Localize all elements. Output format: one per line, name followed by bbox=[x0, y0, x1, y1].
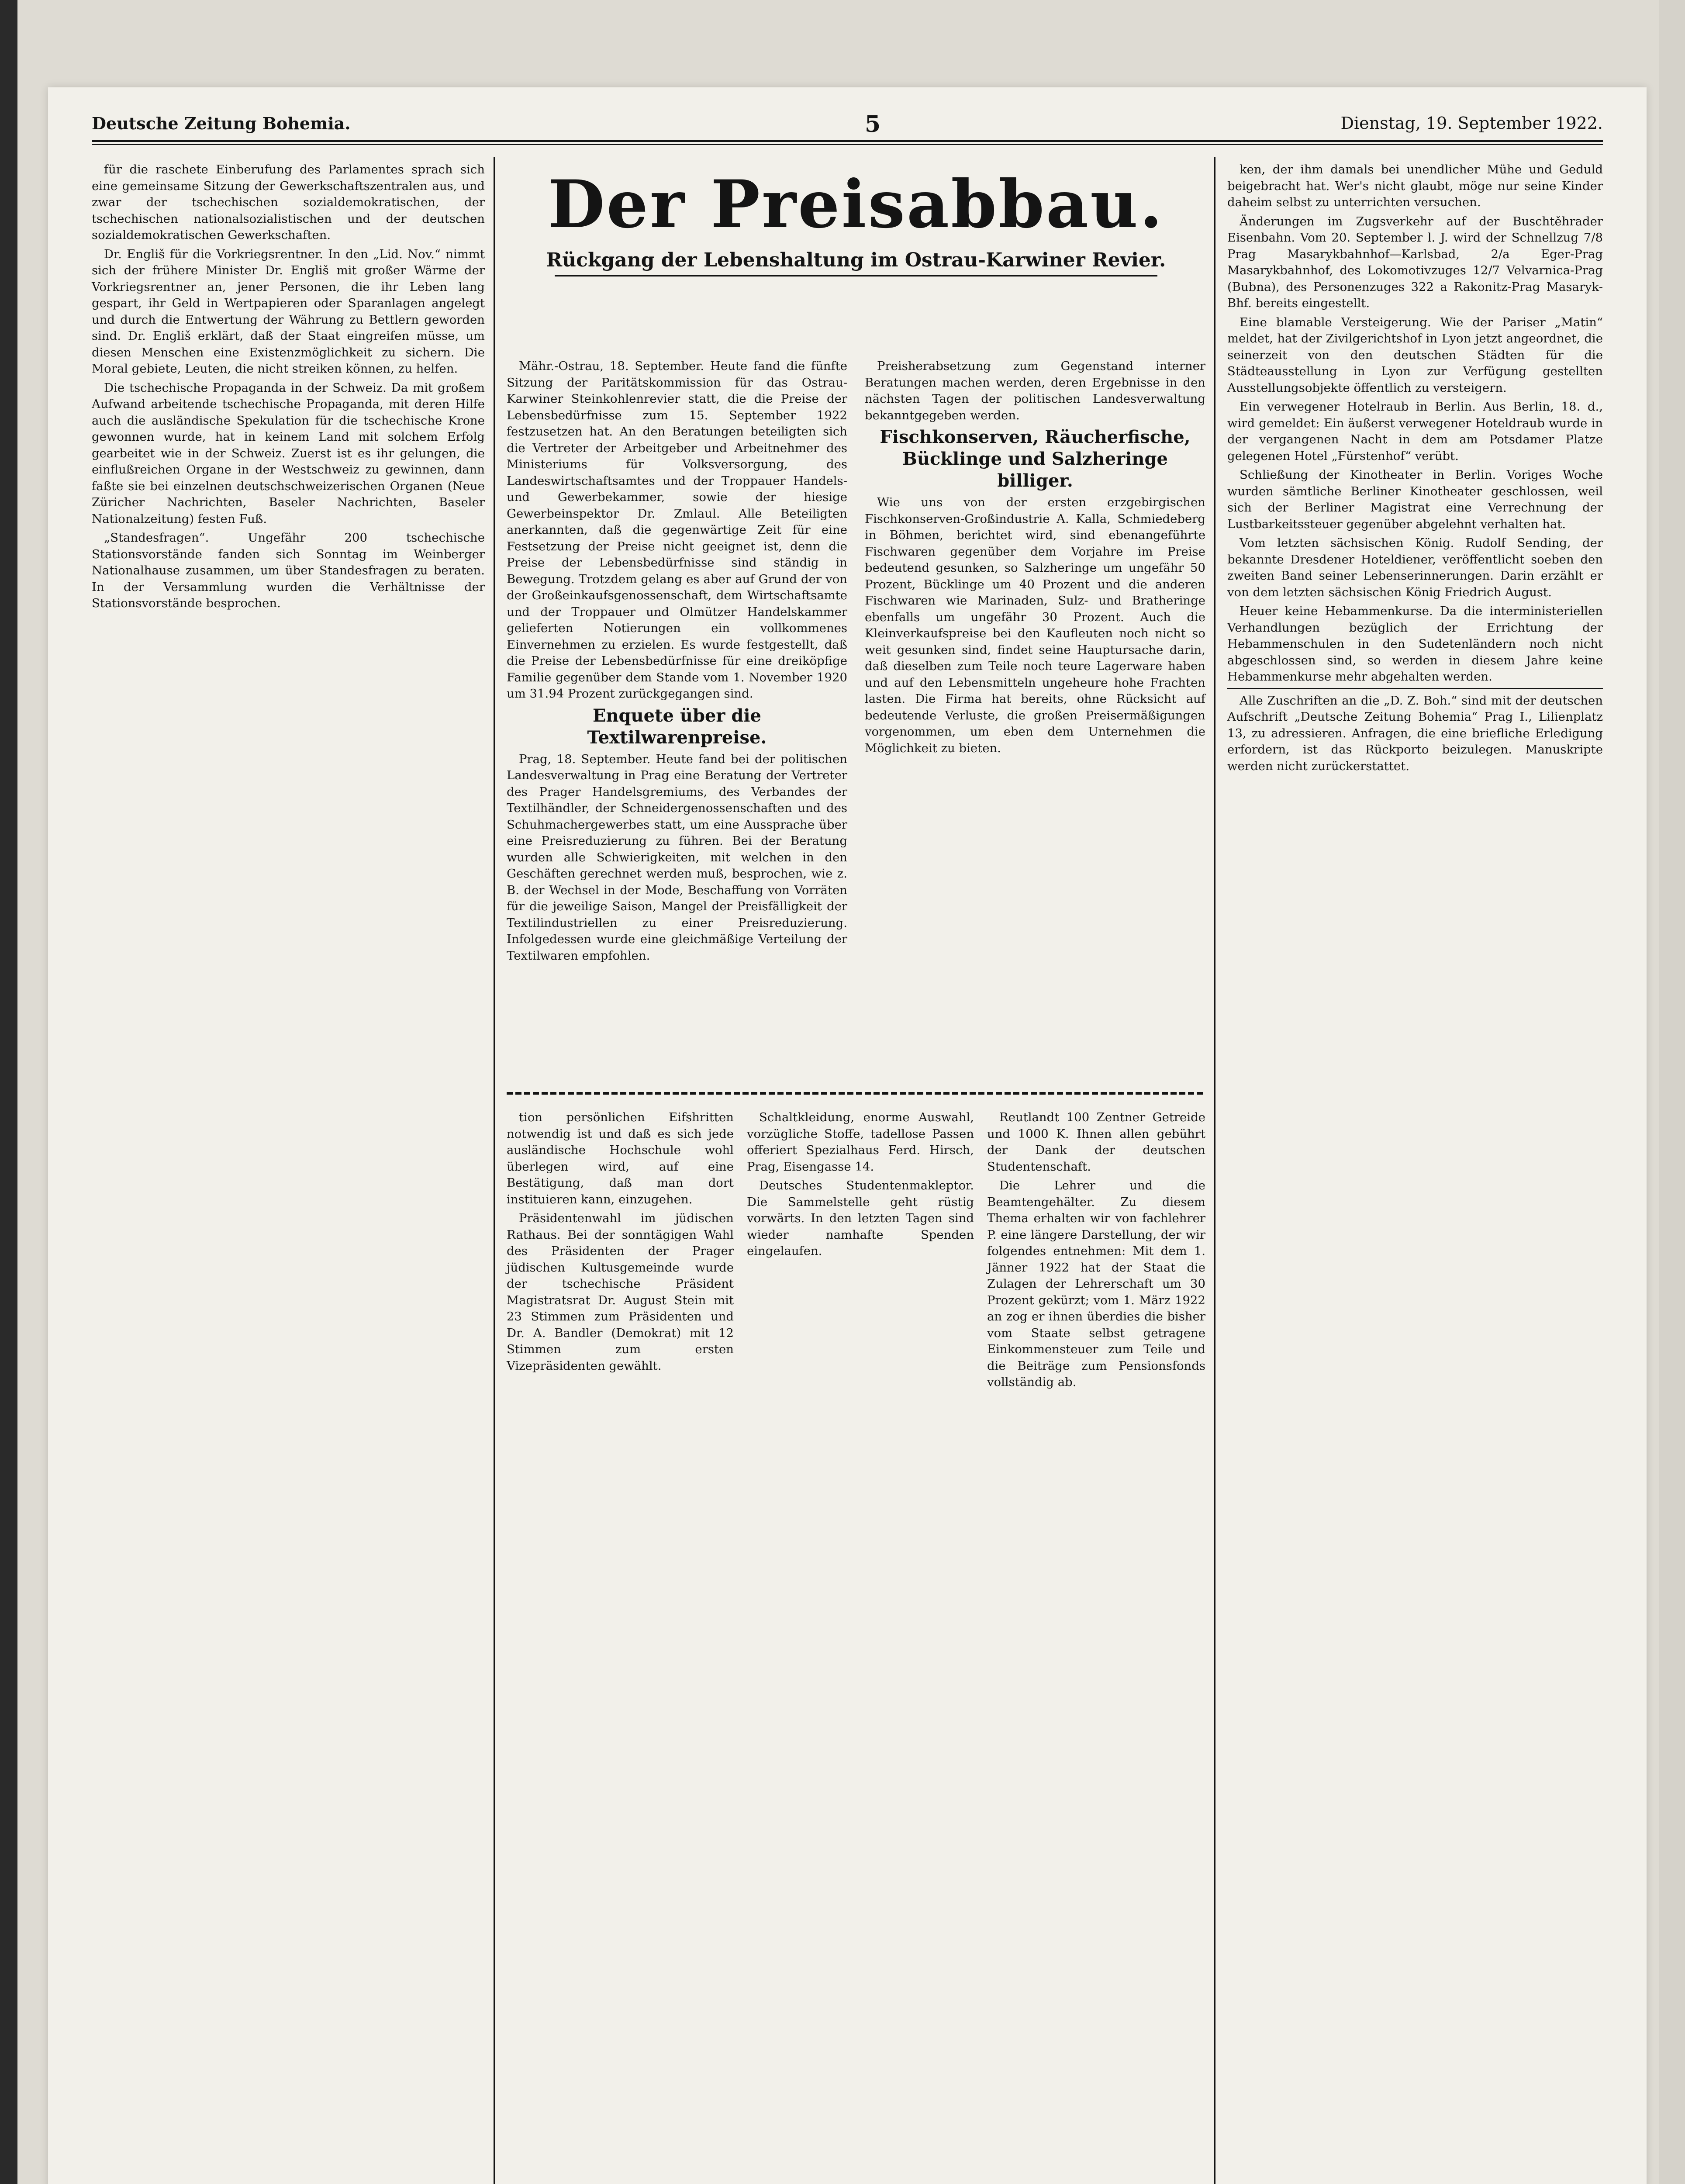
article-paragraph: Prag, 18. September. Heute fand bei der politischen Landesverwaltung in Prag eine Beratung der Vertreter des Prager Handelsgremiums, des Verbandes der Textilhändler, der Schneidergenossenschaften und des Schuhmachergewerbes statt, um eine Aussprache über eine Preisreduzierung zu führen. Bei der Beratung wurden alle Schwierigkeiten, mit welchen in den Geschäften gerechnet werden muß, besprochen, wie z. B. der Wechsel in der Mode, Beschaffung von Vorräten für die jeweilige Saison, Mangel der Preisfälligkeit der Textilindustriellen zu einer Preisreduzierung. Infolgedessen wurde eine gleichmäßige Verteilung der Textilwaren empfohlen. bbox=[507, 752, 847, 963]
page-header bbox=[92, 111, 1603, 140]
column-divider bbox=[1214, 157, 1215, 2184]
column-divider bbox=[494, 157, 495, 2184]
article-paragraph: Deutsches Studentenmakleptor. Die Sammelstelle geht rüstig vorwärts. In den letzten Tagen sind wieder namhafte Spenden eingelaufen. bbox=[747, 1178, 974, 1258]
article-paragraph: ken, der ihm damals bei unendlicher Mühe und Geduld beigebracht hat. Wer's nicht glaubt, möge nur seine Kinder daheim selbst zu unterrichten versuchen. bbox=[1227, 162, 1603, 209]
column-center-left bbox=[507, 358, 847, 967]
article-paragraph: Schaltkleidung, enorme Auswahl, vorzügliche Stoffe, tadellose Passen offeriert Spezialhaus Ferd. Hirsch, Prag, Eisengasse 14. bbox=[747, 1110, 974, 1174]
column-right bbox=[1227, 162, 1603, 777]
section-heading-enquete: Enquete über die Textilwarenpreise. bbox=[587, 705, 767, 748]
column-bottom-left bbox=[507, 1109, 734, 1377]
publisher-notice: Alle Zuschriften an die „D. Z. Boh.“ sind mit der deutschen Aufschrift „Deutsche Zeitung Bohemia“ Prag I., Lilienplatz 13, zu adressieren. Anfragen, die eine briefliche Erledigung erfordern, ist das Rückporto beizulegen. Manuskripte werden nicht zurückerstattet. bbox=[1227, 688, 1603, 775]
page-edge-right bbox=[1659, 0, 1685, 2184]
article-paragraph: Änderungen im Zugsverkehr auf der Buschtěhrader Eisenbahn. Vom 20. September l. J. wird der Schnellzug 7/8 Prag Masarykbahnhof—Karlsbad, 2/a Eger-Prag Masarykbahnhof, des Lokomotivzuges 12/7 Velvarnica-Prag (Bubna), des Personenzuges 322 a Rakonitz-Prag Masaryk-Bhf. bereits eingestellt. bbox=[1227, 214, 1603, 310]
header-page-number: 5 bbox=[865, 111, 881, 138]
header-date: Dienstag, 19. September 1922. bbox=[1340, 114, 1603, 133]
article-paragraph: Mähr.-Ostrau, 18. September. Heute fand die fünfte Sitzung der Paritätskommission für das Ostrau-Karwiner Steinkohlenrevier statt, die die Preise der Lebensbedürfnisse zum 15. September 1922 festzusetzen hat. An den Beratungen beteiligten sich die Vertreter der Arbeitgeber und Arbeitnehmer des Ministeriums für Volksversorgung, des Landeswirtschaftsamtes und der Troppauer Handels- und Gewerbekammer, sowie der hiesige Gewerbeinspektor Dr. Zmlaul. Alle Beteiligten anerkannten, daß die gegenwärtige Zeit für eine Festsetzung der Preise nicht geeignet ist, denn die Preise der Lebensbedürfnisse sind ständig in Bewegung. Trotzdem gelang es aber auf Grund der von der Großeinkaufsgenossenschaft, dem Wirtschaftsamte und der Troppauer und Olmützer Handelskammer gelieferten Notierungen ein vollkommenes Einvernehmen zu erzielen. Es wurde festgestellt, daß die Preise der Lebensbedürfnisse für eine dreiköpfige Familie gegenüber dem Stande vom 1. November 1920 um 31.94 Prozent zurückgegangen sind. bbox=[507, 359, 847, 701]
article-paragraph: Eine blamable Versteigerung. Wie der Pariser „Matin“ meldet, hat der Zivilgerichtshof in Lyon jetzt angeordnet, die seinerzeit von den deutschen Städten für die Städteausstellung in Lyon zur Verfügung gestellten Ausstellungsobjekte öffentlich zu versteigern. bbox=[1227, 315, 1603, 395]
section-heading-fisch: Fischkonserven, Räucherfische, Bücklinge und Salzheringe billiger. bbox=[880, 427, 1191, 491]
article-paragraph: Dr. Engliš für die Vorkriegsrentner. In den „Lid. Nov.“ nimmt sich der frühere Minister Dr. Engliš mit großer Wärme der Vorkriegsrentner an, jener Personen, die ihr Leben lang gespart, ihr Geld in Wertpapieren oder Sparanlagen angelegt und durch die Entwertung der Währung zu Bettlern geworden sind. Dr. Engliš erklärt, daß der Staat eingreifen müsse, um diesen Menschen eine Existenzmöglichkeit zu sichern. Die Moral gebiete, Leuten, die nicht streiken können, zu helfen. bbox=[92, 247, 485, 376]
article-paragraph: Die tschechische Propaganda in der Schweiz. Da mit großem Aufwand arbeitende tschechische Propaganda, mit deren Hilfe auch die ausländische Spekulation für die tschechische Krone gewonnen wurde, hat in keinem Land mit solchem Erfolg gearbeitet wie in der Schweiz. Zuerst ist es ihr gelungen, die einflußreichen Organe in der Westschweiz zu gewinnen, dann faßte sie bei einzelnen deutschschweizerischen Organen (Neue Züricher Nachrichten, Baseler Nachrichten, Baseler Nationalzeitung) festen Fuß. bbox=[92, 380, 485, 526]
article-paragraph: Reutlandt 100 Zentner Getreide und 1000 K. Ihnen allen gebührt der Dank der deutschen Studentenschaft. bbox=[987, 1110, 1205, 1174]
column-bottom-middle bbox=[747, 1109, 974, 1262]
article-paragraph: tion persönlichen Eifshritten notwendig ist und daß es sich jede ausländische Hochschule wohl überlegen wird, auf eine Bestätigung, daß man dort instituieren kann, einzugehen. bbox=[507, 1110, 734, 1206]
newspaper-page bbox=[48, 87, 1647, 2184]
article-paragraph: Heuer keine Hebammenkurse. Da die interministeriellen Verhandlungen bezüglich der Errichtung der Hebammenschulen in den Sudetenländern noch nicht abgeschlossen sind, so werden in diesem Jahre keine Hebammenkurse mehr abgehalten werden. bbox=[1227, 604, 1603, 684]
header-rule-thin bbox=[92, 144, 1603, 145]
article-title: Der Preisabbau. bbox=[548, 166, 1164, 243]
column-left bbox=[92, 162, 485, 615]
article-paragraph: „Standesfragen“. Ungefähr 200 tschechische Stationsvorstände fanden sich Sonntag im Weinberger Nationalhause zusammen, um über Standesfragen zu beraten. In der Versammlung wurden die Verhältnisse der Stationsvorstände besprochen. bbox=[92, 531, 485, 610]
article-subtitle: Rückgang der Lebenshaltung im Ostrau-Karwiner Revier. bbox=[546, 249, 1166, 271]
header-rule bbox=[92, 140, 1603, 142]
header-masthead: Deutsche Zeitung Bohemia. bbox=[92, 114, 351, 133]
article-paragraph: Vom letzten sächsischen König. Rudolf Sending, der bekannte Dresdener Hoteldiener, veröffentlicht soeben den zweiten Band seiner Lebenserinnerungen. Darin erzählt er von dem letzten sächsischen König Friedrich August. bbox=[1227, 536, 1603, 599]
article-paragraph: Ein verwegener Hotelraub in Berlin. Aus Berlin, 18. d., wird gemeldet: Ein äußerst verwegener Hoteldraub wurde in der vergangenen Nacht in dem am Potsdamer Platze gelegenen Hotel „Fürstenhof“ verübt. bbox=[1227, 400, 1603, 463]
article-paragraph: Die Lehrer und die Beamtengehälter. Zu diesem Thema erhalten wir von fachlehrer P. eine längere Darstellung, der wir folgendes entnehmen: Mit dem 1. Jänner 1922 hat der Staat die Zulagen der Lehrerschaft um 30 Prozent gekürzt; vom 1. März 1922 an zog er ihnen überdies die bisher vom Staate selbst getragene Einkommensteuer zum Teile und die Beiträge zum Pensionsfonds vollständig ab. bbox=[987, 1178, 1205, 1389]
article-paragraph: Schließung der Kinotheater in Berlin. Voriges Woche wurden sämtliche Berliner Kinotheater geschlossen, weil sich der Berliner Magistrat eine Verrechnung der Lustbarkeitssteuer gegenüber abgelehnt verhalten hat. bbox=[1227, 468, 1603, 531]
article-paragraph: Preisherabsetzung zum Gegenstand interner Beratungen machen werden, deren Ergebnisse in den nächsten Tagen der politischen Landesverwaltung bekanntgegeben werden. bbox=[865, 359, 1205, 422]
page-edge-left bbox=[0, 0, 17, 2184]
article-paragraph: für die raschete Einberufung des Parlamentes sprach sich eine gemeinsame Sitzung der Gewerkschaftszentralen aus, und zwar der tschechischen sozialdemokratischen, der tschechischen nationalsozialistischen und der deutschen sozialdemokratischen Gewerkschaften. bbox=[92, 162, 485, 242]
article-paragraph: Präsidentenwahl im jüdischen Rathaus. Bei der sonntägigen Wahl des Präsidenten der Prager jüdischen Kultusgemeinde wurde der tschechische Präsident Magistratsrat Dr. August Stein mit 23 Stimmen zum Präsidenten und Dr. A. Bandler (Demokrat) mit 12 Stimmen zum ersten Vizepräsidenten gewählt. bbox=[507, 1211, 734, 1373]
article-paragraph: Wie uns von der ersten erzgebirgischen Fischkonserven-Großindustrie A. Kalla, Schmiedeberg in Böhmen, berichtet wird, sind ebenangeführte Fischwaren gegenüber dem Vorjahre im Preise bedeutend gesunken, so Salzheringe um ungefähr 50 Prozent, Bücklinge um 40 Prozent und die anderen Fischwaren wie Marinaden, Sulz- und Bratheringe ebenfalls um ungefähr 30 Prozent. Auch die Kleinverkaufspreise bei den Kaufleuten noch nicht so weit gesunken sind, findet seine Hauptursache darin, daß dieselben zum Teile noch teure Lagerware haben und auf den Lebensmitteln ungeheure hohe Frachten lasten. Die Firma hat bereits, ohne Rücksicht auf bedeutende Verluste, die großen Preisermäßigungen vorgenommen, um eben dem Unternehmen die Möglichkeit zu bieten. bbox=[865, 495, 1205, 755]
subtitle-rule bbox=[555, 275, 1157, 276]
column-center-right bbox=[865, 358, 1205, 759]
section-separator bbox=[507, 1092, 1205, 1095]
column-bottom-right bbox=[987, 1109, 1205, 1393]
